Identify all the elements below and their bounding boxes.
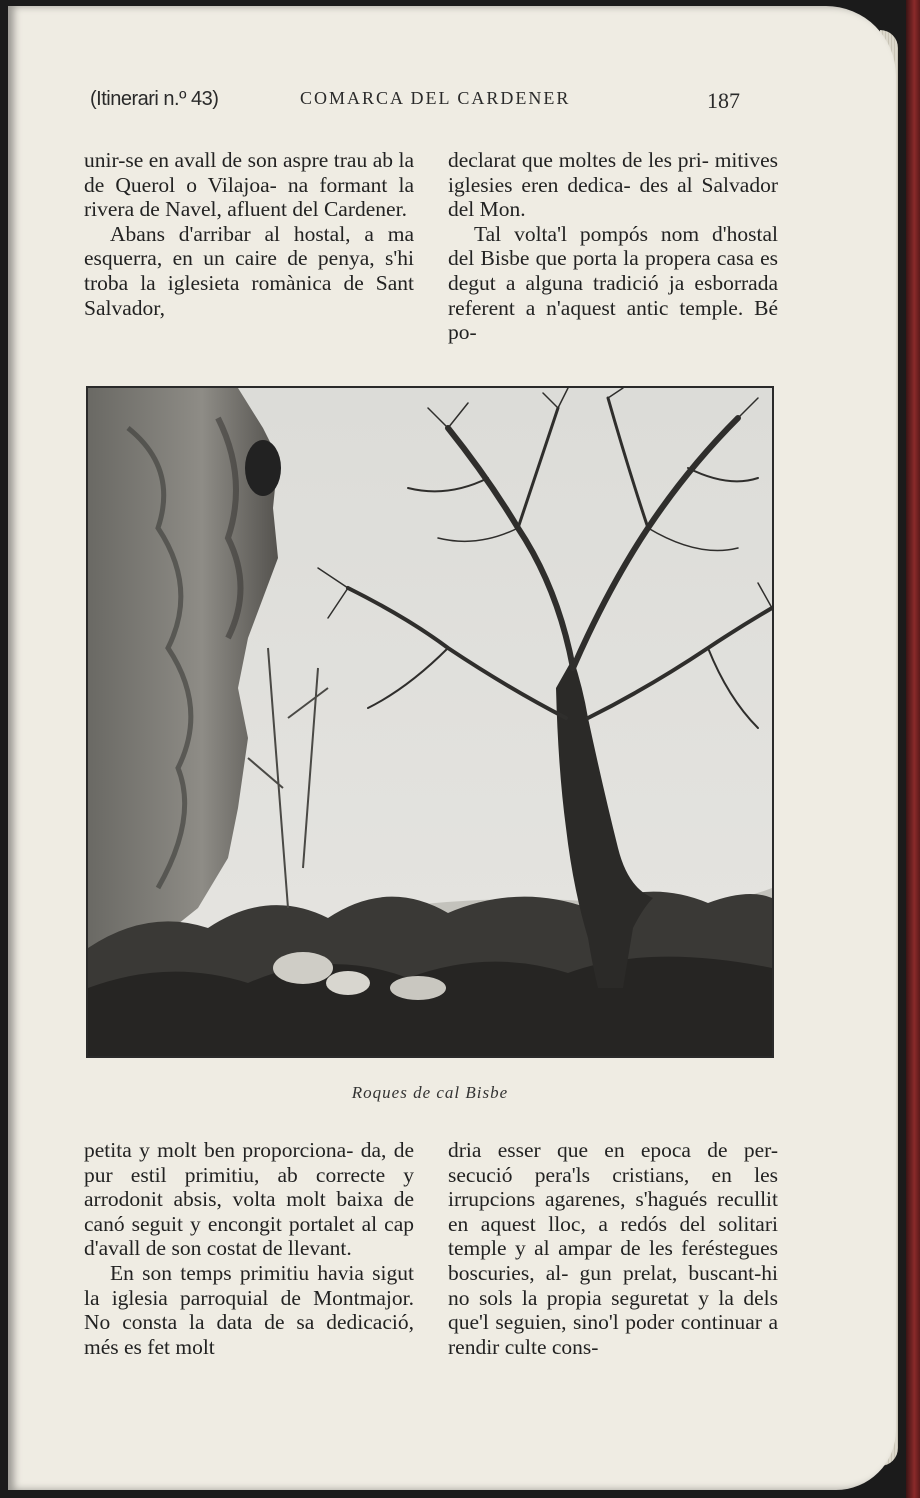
text-column-top-right: [448, 148, 778, 345]
chapter-title: COMARCA DEL CARDENER: [300, 88, 571, 108]
text-column-top-left: [84, 148, 414, 320]
book-edge: [906, 0, 920, 1498]
paragraph: Tal volta'l pompós nom d'hostal del Bisbe que porta la propera casa es degut a alguna tradició ja esborrada referent a n'aquest antic temple. Bé po-: [448, 221, 778, 345]
rocks-and-tree-photo: [88, 388, 772, 1056]
paragraph: declarat que moltes de les pri- mitives iglesies eren dedica- des al Salvador del Mon.: [448, 148, 778, 222]
text-column-bottom-right: [448, 1138, 778, 1359]
page-number: 187: [707, 88, 740, 113]
paragraph: En son temps primitiu havia sigut la iglesia parroquial de Montmajor. No consta la data de sa dedicació, més es fet molt: [84, 1260, 414, 1359]
paragraph: unir-se en avall de son aspre trau ab la de Querol o Vilajoa- na formant la rivera de Navel, afluent del Cardener.: [84, 148, 414, 222]
running-header: [90, 88, 740, 118]
paragraph: petita y molt ben proporciona- da, de pur estil primitiu, ab correcte y arrodonit absis, volta molt baixa de canó seguit y encongit portalet al cap d'avall de son costat de llevant.: [84, 1138, 414, 1261]
paragraph: dria esser que en epoca de per- secució pera'ls cristians, en les irrupcions agarenes, s'hagués recullit en aquest lloc, a redós del solitari temple y al ampar de les feréstegues boscuries, al- gun prelat, buscant-hi no sols la propia seguretat y la dels que'l seguien, sino'l poder continuar a rendir culte cons-: [448, 1138, 778, 1359]
itinerary-reference: (Itinerari n.º 43): [90, 88, 219, 110]
paragraph: Abans d'arribar al hostal, a ma esquerra, en un caire de penya, s'hi troba la iglesieta romànica de Sant Salvador,: [84, 221, 414, 320]
photograph: [86, 386, 774, 1058]
text-column-bottom-left: [84, 1138, 414, 1359]
figure-caption: Roques de cal Bisbe: [351, 1083, 509, 1102]
